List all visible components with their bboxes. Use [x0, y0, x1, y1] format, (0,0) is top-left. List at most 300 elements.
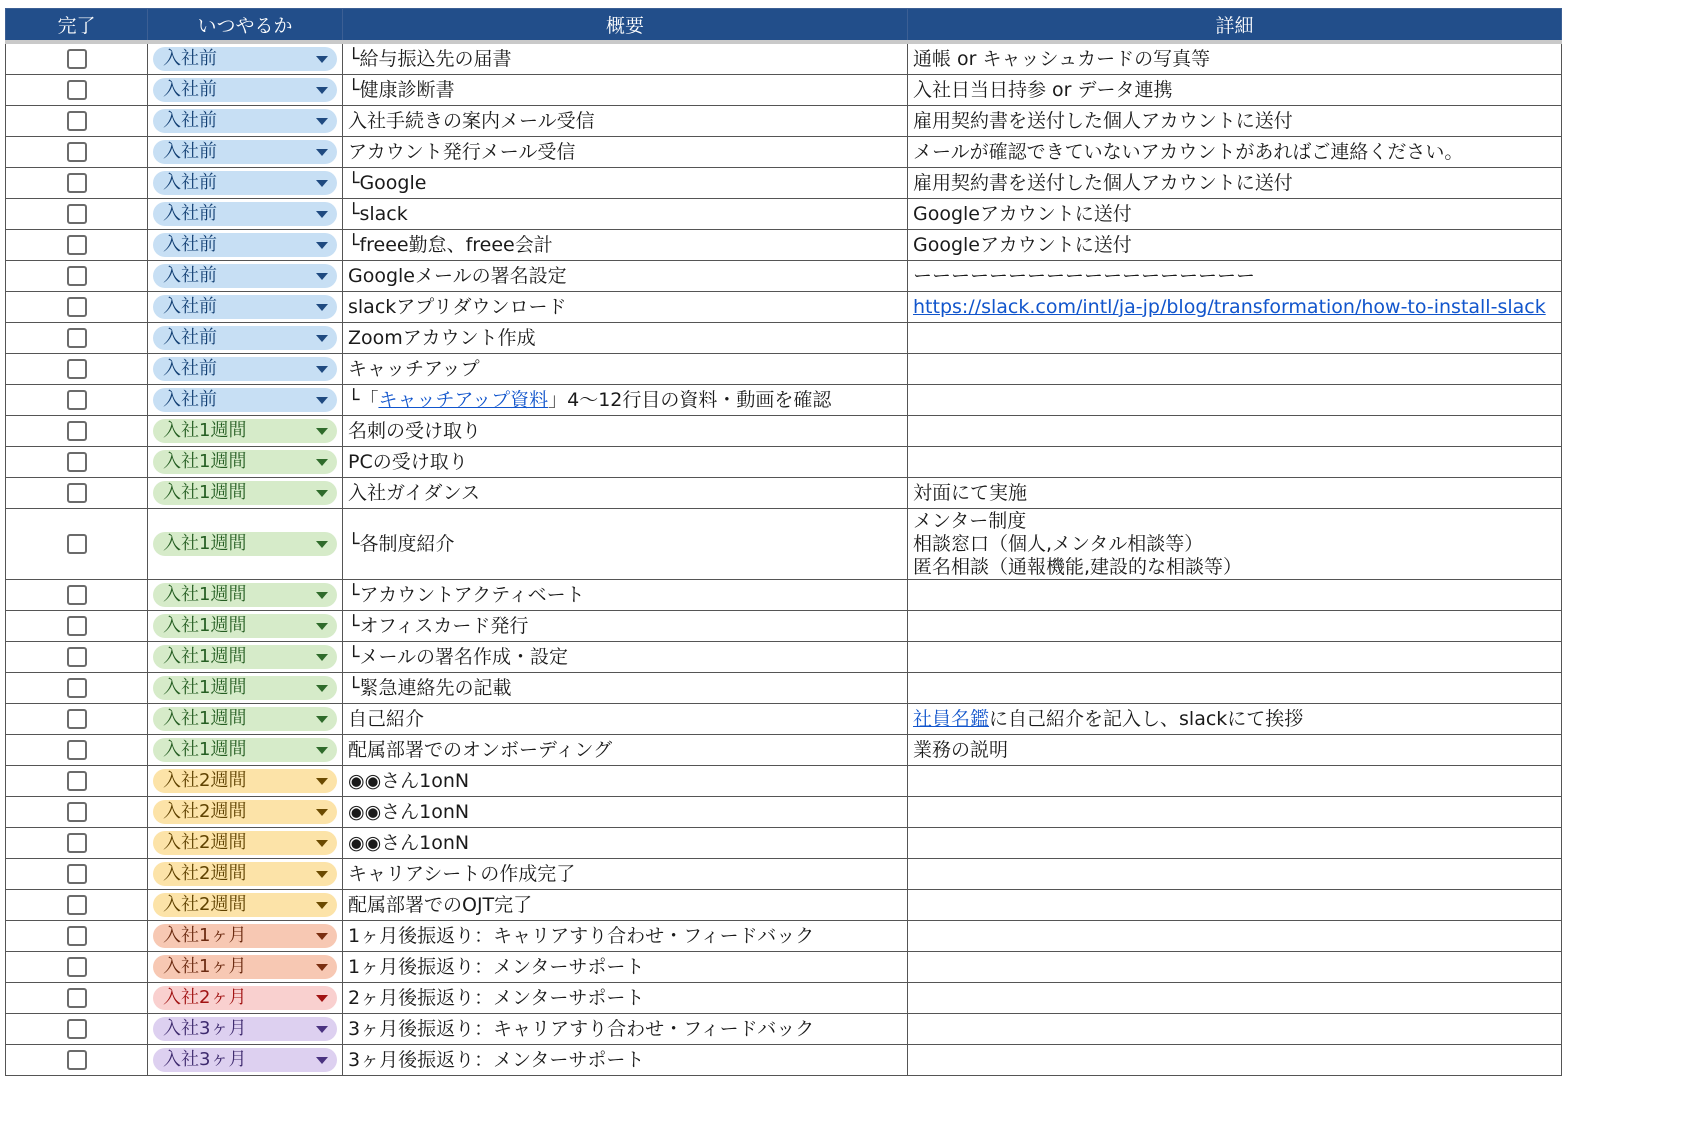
detail-cell[interactable]: [908, 447, 1562, 478]
summary-cell[interactable]: [343, 952, 908, 983]
table-row: [6, 642, 1562, 673]
timing-dropdown[interactable]: [153, 295, 337, 319]
done-checkbox[interactable]: [67, 585, 87, 605]
summary-text: Zoomアカウント作成: [348, 326, 536, 349]
table-row: [6, 673, 1562, 704]
detail-cell[interactable]: [908, 199, 1562, 230]
done-cell: [6, 137, 148, 168]
detail-cell[interactable]: [908, 766, 1562, 797]
summary-cell[interactable]: [343, 168, 908, 199]
done-checkbox[interactable]: [67, 895, 87, 915]
timing-label: 入社前: [163, 48, 217, 69]
detail-cell[interactable]: [908, 168, 1562, 199]
done-cell: [6, 704, 148, 735]
timing-label: 入社前: [163, 265, 217, 286]
summary-link[interactable]: キャッチアップ資料: [378, 388, 549, 411]
timing-dropdown[interactable]: [153, 1048, 337, 1072]
timing-dropdown[interactable]: [153, 893, 337, 917]
summary-text: 2ヶ月後振返り：メンターサポート: [348, 986, 645, 1009]
summary-text: 自己紹介: [348, 707, 425, 730]
summary-cell[interactable]: [343, 704, 908, 735]
summary-cell[interactable]: [343, 447, 908, 478]
done-checkbox[interactable]: [67, 534, 87, 554]
when-cell: [148, 168, 343, 199]
summary-text: 3ヶ月後振返り：キャリアすり合わせ・フィードバック: [348, 1017, 815, 1040]
dropdown-arrow-icon: [316, 87, 328, 94]
detail-text: 対面にて実施: [913, 481, 1028, 504]
summary-cell[interactable]: [343, 292, 908, 323]
when-cell: [148, 509, 343, 580]
header-detail[interactable]: 詳細: [908, 9, 1562, 43]
timing-dropdown[interactable]: [153, 171, 337, 195]
summary-cell[interactable]: [343, 983, 908, 1014]
summary-text: 1ヶ月後振返り：メンターサポート: [348, 955, 645, 978]
summary-cell[interactable]: [343, 323, 908, 354]
timing-label: 入社1週間: [163, 482, 247, 503]
done-checkbox[interactable]: [67, 111, 87, 131]
dropdown-arrow-icon: [316, 366, 328, 373]
timing-dropdown[interactable]: [153, 955, 337, 979]
dropdown-arrow-icon: [316, 118, 328, 125]
timing-label: 入社前: [163, 172, 217, 193]
detail-text: Googleアカウントに送付: [913, 202, 1132, 225]
summary-cell[interactable]: [343, 766, 908, 797]
done-cell: [6, 416, 148, 447]
dropdown-arrow-icon: [316, 871, 328, 878]
table-row: [6, 106, 1562, 137]
detail-text: 相談窓口（個人,メンタル相談等）: [913, 532, 1204, 555]
summary-text: └メールの署名作成・設定: [348, 645, 569, 668]
when-cell: [148, 416, 343, 447]
timing-dropdown[interactable]: [153, 831, 337, 855]
table-row: [6, 766, 1562, 797]
detail-cell[interactable]: [908, 137, 1562, 168]
timing-dropdown[interactable]: [153, 202, 337, 226]
timing-dropdown[interactable]: [153, 419, 337, 443]
summary-cell[interactable]: [343, 735, 908, 766]
summary-cell[interactable]: [343, 354, 908, 385]
timing-dropdown[interactable]: [153, 357, 337, 381]
done-checkbox[interactable]: [67, 204, 87, 224]
dropdown-arrow-icon: [316, 335, 328, 342]
done-checkbox[interactable]: [67, 483, 87, 503]
table-row: [6, 828, 1562, 859]
dropdown-arrow-icon: [316, 1057, 328, 1064]
dropdown-arrow-icon: [316, 902, 328, 909]
done-cell: [6, 509, 148, 580]
dropdown-arrow-icon: [316, 995, 328, 1002]
done-cell: [6, 580, 148, 611]
timing-label: 入社2週間: [163, 832, 247, 853]
detail-cell[interactable]: [908, 1045, 1562, 1076]
detail-text: 通帳 or キャッシュカードの写真等: [913, 47, 1211, 70]
timing-dropdown[interactable]: [153, 707, 337, 731]
detail-cell[interactable]: [908, 354, 1562, 385]
detail-text: 雇用契約書を送付した個人アカウントに送付: [913, 171, 1293, 194]
summary-cell[interactable]: [343, 75, 908, 106]
timing-label: 入社1週間: [163, 739, 247, 760]
done-cell: [6, 766, 148, 797]
table-row: [6, 385, 1562, 416]
table-row: [6, 447, 1562, 478]
detail-line: [913, 739, 1556, 762]
done-checkbox[interactable]: [67, 328, 87, 348]
timing-label: 入社前: [163, 79, 217, 100]
done-checkbox[interactable]: [67, 616, 87, 636]
done-checkbox[interactable]: [67, 988, 87, 1008]
done-checkbox[interactable]: [67, 390, 87, 410]
detail-cell[interactable]: [908, 509, 1562, 580]
timing-label: 入社1週間: [163, 584, 247, 605]
summary-text: 配属部署でのオンボーディング: [348, 738, 613, 761]
when-cell: [148, 921, 343, 952]
timing-label: 入社1ヶ月: [163, 925, 247, 946]
detail-cell[interactable]: [908, 106, 1562, 137]
detail-cell[interactable]: [908, 983, 1562, 1014]
timing-dropdown[interactable]: [153, 481, 337, 505]
timing-label: 入社前: [163, 110, 217, 131]
dropdown-arrow-icon: [316, 840, 328, 847]
summary-cell[interactable]: [343, 797, 908, 828]
summary-text: キャリアシートの作成完了: [348, 862, 576, 885]
when-cell: [148, 230, 343, 261]
dropdown-arrow-icon: [316, 459, 328, 466]
summary-cell[interactable]: [343, 416, 908, 447]
done-cell: [6, 230, 148, 261]
detail-line: [913, 48, 1556, 71]
detail-cell[interactable]: [908, 292, 1562, 323]
summary-text: └健康診断書: [348, 78, 455, 101]
detail-line: [913, 79, 1556, 102]
detail-cell[interactable]: [908, 580, 1562, 611]
detail-cell[interactable]: [908, 890, 1562, 921]
when-cell: [148, 890, 343, 921]
timing-dropdown[interactable]: [153, 388, 337, 412]
dropdown-arrow-icon: [316, 541, 328, 548]
timing-label: 入社3ヶ月: [163, 1018, 247, 1039]
summary-text: ◉◉さん1onN: [348, 831, 470, 854]
table-row: [6, 354, 1562, 385]
summary-text: └freee勤怠、freee会計: [348, 233, 553, 256]
dropdown-arrow-icon: [316, 242, 328, 249]
summary-text: ◉◉さん1onN: [348, 769, 470, 792]
detail-cell[interactable]: [908, 735, 1562, 766]
summary-cell[interactable]: [343, 1045, 908, 1076]
summary-text: └給与振込先の届書: [348, 47, 512, 70]
table-row: [6, 859, 1562, 890]
summary-text: └slack: [348, 202, 408, 225]
timing-label: 入社前: [163, 141, 217, 162]
timing-dropdown[interactable]: [153, 769, 337, 793]
detail-cell[interactable]: [908, 611, 1562, 642]
timing-label: 入社2週間: [163, 770, 247, 791]
detail-cell[interactable]: [908, 952, 1562, 983]
timing-label: 入社2週間: [163, 894, 247, 915]
detail-text: 入社日当日持参 or データ連携: [913, 78, 1173, 101]
table-row: [6, 611, 1562, 642]
table-row: [6, 230, 1562, 261]
table-row: [6, 416, 1562, 447]
done-cell: [6, 1045, 148, 1076]
timing-label: 入社1週間: [163, 420, 247, 441]
timing-label: 入社2週間: [163, 863, 247, 884]
summary-cell[interactable]: [343, 611, 908, 642]
table-row: [6, 292, 1562, 323]
dropdown-arrow-icon: [316, 809, 328, 816]
when-cell: [148, 478, 343, 509]
summary-cell[interactable]: [343, 385, 908, 416]
detail-cell[interactable]: [908, 42, 1562, 75]
timing-dropdown[interactable]: [153, 140, 337, 164]
onboarding-checklist-table: [5, 8, 1562, 1076]
detail-cell[interactable]: [908, 797, 1562, 828]
timing-label: 入社1週間: [163, 451, 247, 472]
timing-dropdown[interactable]: [153, 233, 337, 257]
done-checkbox[interactable]: [67, 80, 87, 100]
detail-text: メールが確認できていないアカウントがあればご連絡ください。: [913, 140, 1464, 163]
summary-cell[interactable]: [343, 42, 908, 75]
when-cell: [148, 354, 343, 385]
when-cell: [148, 859, 343, 890]
timing-dropdown[interactable]: [153, 862, 337, 886]
table-row: [6, 137, 1562, 168]
table-row: [6, 323, 1562, 354]
timing-dropdown[interactable]: [153, 47, 337, 71]
when-cell: [148, 673, 343, 704]
detail-line: [913, 708, 1556, 731]
done-cell: [6, 642, 148, 673]
done-checkbox[interactable]: [67, 173, 87, 193]
done-checkbox[interactable]: [67, 678, 87, 698]
detail-cell[interactable]: [908, 921, 1562, 952]
done-checkbox[interactable]: [67, 49, 87, 69]
dropdown-arrow-icon: [316, 964, 328, 971]
when-cell: [148, 261, 343, 292]
done-cell: [6, 890, 148, 921]
timing-label: 入社前: [163, 234, 217, 255]
timing-dropdown[interactable]: [153, 109, 337, 133]
timing-dropdown[interactable]: [153, 924, 337, 948]
dropdown-arrow-icon: [316, 273, 328, 280]
summary-cell[interactable]: [343, 137, 908, 168]
summary-text: 入社手続きの案内メール受信: [348, 109, 595, 132]
when-cell: [148, 983, 343, 1014]
detail-text: Googleアカウントに送付: [913, 233, 1132, 256]
done-checkbox[interactable]: [67, 297, 87, 317]
done-cell: [6, 447, 148, 478]
done-checkbox[interactable]: [67, 709, 87, 729]
table-row: [6, 890, 1562, 921]
detail-cell[interactable]: [908, 323, 1562, 354]
detail-text: ーーーーーーーーーーーーーーーーーー: [913, 264, 1256, 287]
done-cell: [6, 921, 148, 952]
done-checkbox[interactable]: [67, 452, 87, 472]
detail-cell[interactable]: [908, 828, 1562, 859]
done-cell: [6, 611, 148, 642]
summary-cell[interactable]: [343, 859, 908, 890]
summary-text: └緊急連絡先の記載: [348, 676, 512, 699]
done-checkbox[interactable]: [67, 957, 87, 977]
timing-dropdown[interactable]: [153, 800, 337, 824]
summary-text: 名刺の受け取り: [348, 419, 482, 442]
detail-cell[interactable]: [908, 673, 1562, 704]
dropdown-arrow-icon: [316, 654, 328, 661]
summary-cell[interactable]: [343, 106, 908, 137]
done-cell: [6, 75, 148, 106]
timing-dropdown[interactable]: [153, 532, 337, 556]
table-row: [6, 1045, 1562, 1076]
timing-dropdown[interactable]: [153, 986, 337, 1010]
detail-cell[interactable]: [908, 1014, 1562, 1045]
detail-cell[interactable]: [908, 859, 1562, 890]
detail-cell[interactable]: [908, 642, 1562, 673]
done-cell: [6, 859, 148, 890]
done-cell: [6, 1014, 148, 1045]
done-checkbox[interactable]: [67, 740, 87, 760]
summary-text: Googleメールの署名設定: [348, 264, 567, 287]
header-done[interactable]: 完了: [6, 9, 148, 43]
checklist-body: [6, 42, 1562, 1076]
done-cell: [6, 828, 148, 859]
detail-line: [913, 234, 1556, 257]
dropdown-arrow-icon: [316, 778, 328, 785]
detail-line: [913, 296, 1556, 319]
done-checkbox[interactable]: [67, 864, 87, 884]
summary-text: ◉◉さん1onN: [348, 800, 470, 823]
timing-dropdown[interactable]: [153, 738, 337, 762]
timing-label: 入社3ヶ月: [163, 1049, 247, 1070]
done-checkbox[interactable]: [67, 802, 87, 822]
timing-dropdown[interactable]: [153, 450, 337, 474]
header-row: [6, 9, 1562, 43]
dropdown-arrow-icon: [316, 490, 328, 497]
done-cell: [6, 261, 148, 292]
dropdown-arrow-icon: [316, 747, 328, 754]
summary-cell[interactable]: [343, 509, 908, 580]
dropdown-arrow-icon: [316, 1026, 328, 1033]
dropdown-arrow-icon: [316, 716, 328, 723]
table-row: [6, 199, 1562, 230]
table-row: [6, 952, 1562, 983]
done-cell: [6, 106, 148, 137]
done-cell: [6, 735, 148, 766]
detail-line: [913, 172, 1556, 195]
header-summary[interactable]: 概要: [343, 9, 908, 43]
summary-text: slackアプリダウンロード: [348, 295, 567, 318]
timing-dropdown[interactable]: [153, 645, 337, 669]
table-row: [6, 478, 1562, 509]
done-checkbox[interactable]: [67, 833, 87, 853]
done-cell: [6, 478, 148, 509]
done-checkbox[interactable]: [67, 1019, 87, 1039]
detail-cell[interactable]: [908, 75, 1562, 106]
summary-cell[interactable]: [343, 828, 908, 859]
table-row: [6, 168, 1562, 199]
header-when[interactable]: いつやるか: [148, 9, 343, 43]
done-cell: [6, 199, 148, 230]
summary-text: PCの受け取り: [348, 450, 468, 473]
done-cell: [6, 292, 148, 323]
detail-cell[interactable]: [908, 385, 1562, 416]
done-checkbox[interactable]: [67, 926, 87, 946]
table-row: [6, 42, 1562, 75]
detail-cell[interactable]: [908, 230, 1562, 261]
done-cell: [6, 952, 148, 983]
when-cell: [148, 766, 343, 797]
done-checkbox[interactable]: [67, 771, 87, 791]
timing-dropdown[interactable]: [153, 1017, 337, 1041]
summary-text: 1ヶ月後振返り：キャリアすり合わせ・フィードバック: [348, 924, 815, 947]
summary-cell[interactable]: [343, 642, 908, 673]
done-checkbox[interactable]: [67, 142, 87, 162]
detail-line: [913, 482, 1556, 505]
when-cell: [148, 75, 343, 106]
done-cell: [6, 354, 148, 385]
summary-cell[interactable]: [343, 230, 908, 261]
detail-link[interactable]: 社員名鑑: [913, 707, 990, 730]
summary-cell[interactable]: [343, 261, 908, 292]
when-cell: [148, 292, 343, 323]
timing-dropdown[interactable]: [153, 78, 337, 102]
detail-cell[interactable]: [908, 478, 1562, 509]
detail-link[interactable]: https://slack.com/intl/ja-jp/blog/transformation/how-to-install-slack: [913, 295, 1546, 318]
timing-dropdown[interactable]: [153, 326, 337, 350]
when-cell: [148, 735, 343, 766]
timing-dropdown[interactable]: [153, 614, 337, 638]
summary-cell[interactable]: [343, 1014, 908, 1045]
when-cell: [148, 828, 343, 859]
table-row: [6, 797, 1562, 828]
summary-cell[interactable]: [343, 921, 908, 952]
detail-cell[interactable]: [908, 704, 1562, 735]
done-cell: [6, 323, 148, 354]
timing-dropdown[interactable]: [153, 264, 337, 288]
summary-cell[interactable]: [343, 580, 908, 611]
detail-line: [913, 141, 1556, 164]
done-cell: [6, 385, 148, 416]
summary-cell[interactable]: [343, 199, 908, 230]
detail-line: [913, 533, 1556, 556]
timing-dropdown[interactable]: [153, 676, 337, 700]
dropdown-arrow-icon: [316, 180, 328, 187]
timing-label: 入社1ヶ月: [163, 956, 247, 977]
summary-cell[interactable]: [343, 673, 908, 704]
when-cell: [148, 42, 343, 75]
timing-dropdown[interactable]: [153, 583, 337, 607]
done-cell: [6, 168, 148, 199]
detail-cell[interactable]: [908, 261, 1562, 292]
timing-label: 入社2ヶ月: [163, 987, 247, 1008]
timing-label: 入社前: [163, 296, 217, 317]
summary-cell[interactable]: [343, 478, 908, 509]
summary-cell[interactable]: [343, 890, 908, 921]
done-checkbox[interactable]: [67, 235, 87, 255]
dropdown-arrow-icon: [316, 933, 328, 940]
timing-label: 入社1週間: [163, 646, 247, 667]
timing-label: 入社1週間: [163, 677, 247, 698]
detail-cell[interactable]: [908, 416, 1562, 447]
dropdown-arrow-icon: [316, 397, 328, 404]
done-checkbox[interactable]: [67, 359, 87, 379]
done-checkbox[interactable]: [67, 266, 87, 286]
dropdown-arrow-icon: [316, 304, 328, 311]
done-checkbox[interactable]: [67, 1050, 87, 1070]
table-row: [6, 921, 1562, 952]
done-checkbox[interactable]: [67, 421, 87, 441]
when-cell: [148, 199, 343, 230]
timing-label: 入社2週間: [163, 801, 247, 822]
done-checkbox[interactable]: [67, 647, 87, 667]
